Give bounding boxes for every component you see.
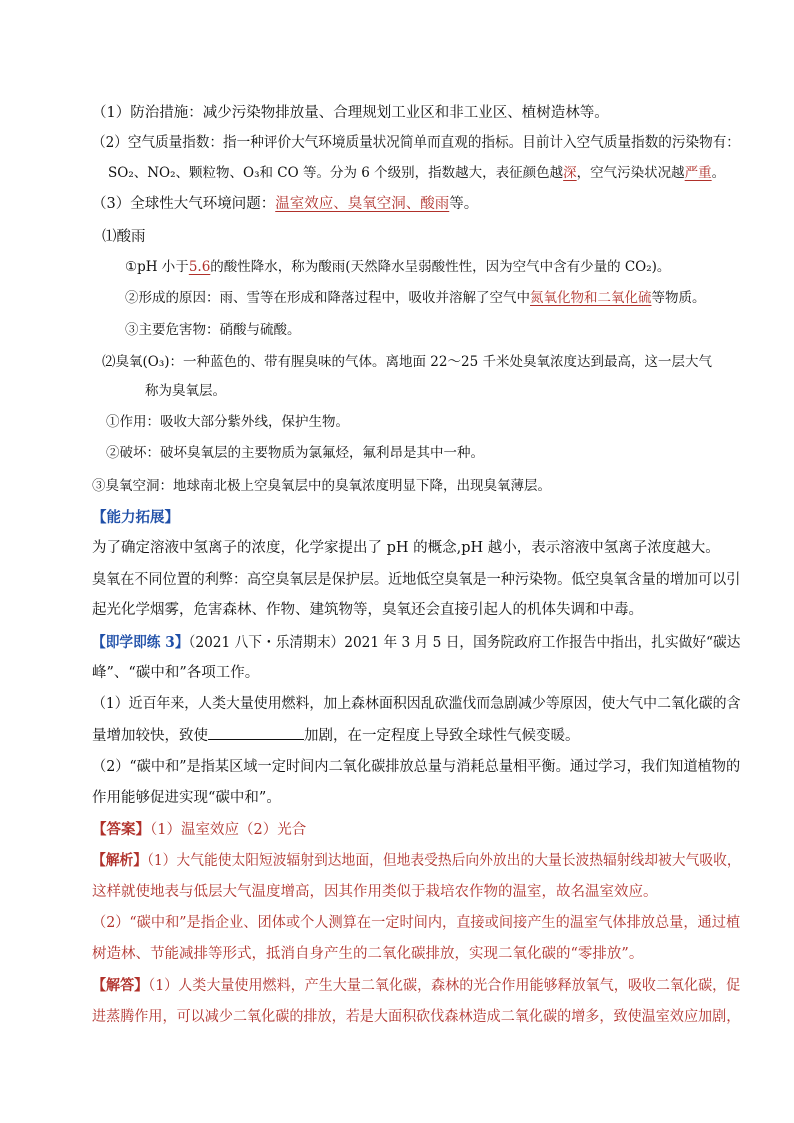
solution-line-2: 进蒸腾作用，可以减少二氧化碳的排放，若是大面积砍伐森林造成二氧化碳的增多，致使温室效应加剧， (92, 1009, 741, 1025)
global-issues-paragraph: （3）全球性大气环境问题：温室效应、臭氧空洞、酸雨等。 (92, 196, 479, 212)
answer-deep: 深 (563, 165, 577, 181)
exercise-header-line-2: 峰”、“碳中和”各项工作。 (92, 665, 260, 681)
exercise-header: 【即学即练 3】（2021 八下・乐清期末）2021 年 3 月 5 日，国务院政府工作报告中指出，扎实做好“碳达 (92, 634, 741, 651)
analysis-tag: 【解析】 (92, 852, 148, 869)
question-2-line-1: （2）“碳中和”是指某区域一定时间内二氧化碳排放总量与消耗总量相平衡。通过学习，我们知道植物的 (92, 759, 741, 775)
extension-line-3: 起光化学烟雾，危害森林、作物、建筑物等，臭氧还会直接引起人的机体失调和中毒。 (92, 602, 643, 618)
answer-severe: 严重 (684, 165, 712, 181)
answer-blank[interactable] (208, 725, 304, 740)
answer-line (92, 820, 306, 840)
analysis-line-2: 这样就使地表与低层大气温度增高，因其作用类似于栽培农作物的温室，故名温室效应。 (92, 884, 658, 900)
solution-line-1: 【解答】（1）人类大量使用燃料，产生大量二氧化碳，森林的光合作用能够释放氧气，吸收二氧化碳，促 (92, 977, 741, 994)
aqi-paragraph-line1: （2）空气质量指数：指一种评价大气环境质量状况简单而直观的指标。目前计入空气质量指数的污染物有： (92, 135, 740, 151)
answer-global-issues: 温室效应、臭氧空洞、酸雨 (275, 196, 450, 212)
exercise-tag: 【即学即练 3】 (92, 634, 189, 651)
measures-paragraph: （1）防治措施：减少污染物排放量、合理规划工业区和非工业区、植树造林等。 (92, 105, 609, 121)
answer-ph-value: 5.6 (188, 259, 211, 275)
answer-pollutants: 氮氧化物和二氧化硫 (530, 290, 652, 306)
acid-rain-item-2: ②形成的原因：雨、雪等在形成和降落过程中，吸收并溶解了空气中氮氧化物和二氧化硫等物质。 (125, 290, 706, 306)
acid-rain-item-1: ①pH 小于5.6的酸性降水，称为酸雨(天然降水呈弱酸性性，因为空气中含有少量的 CO₂)。 (125, 259, 671, 275)
aqi-paragraph-line2: SO₂、NO₂、颗粒物、O₃和 CO 等。分为 6 个级别，指数越大，表征颜色越深，空气污染状况越严重。 (108, 165, 726, 181)
extension-line-1: 为了确定溶液中氢离子的浓度，化学家提出了 pH 的概念,pH 越小，表示溶液中氢离子浓度越大。 (92, 540, 720, 556)
ozone-damage: ②破坏：破坏臭氧层的主要物质为氯氟烃，氟利昂是其中一种。 (106, 445, 484, 461)
analysis-line-3: （2）“碳中和”是指企业、团体或个人测算在一定时间内，直接或间接产生的温室气体排放总量，通过植 (92, 915, 741, 931)
answer-text: （1）温室效应（2）光合 (150, 822, 307, 838)
extension-line-2: 臭氧在不同位置的利弊：高空臭氧层是保护层。近地低空臭氧是一种污染物。低空臭氧含量的增加可以引 (92, 572, 741, 588)
question-2-line-2: 作用能够促进实现“碳中和”。 (92, 790, 281, 806)
extension-title: 【能力拓展】 (92, 509, 179, 526)
ozone-hole: ③臭氧空洞：地球南北极上空臭氧层中的臭氧浓度明显下降，出现臭氧薄层。 (92, 478, 551, 494)
acid-rain-item-3: ③主要危害物：硝酸与硫酸。 (125, 322, 301, 338)
question-1-line-2: 量增加较快，致使 加剧，在一定程度上导致全球性气候变暖。 (92, 725, 580, 746)
analysis-line-1: 【解析】（1）大气能使太阳短波辐射到达地面，但地表受热后向外放出的大量长波热辐射线却被大气吸收， (92, 852, 741, 869)
solution-tag: 【解答】 (92, 977, 149, 994)
ozone-line-1: ⑵臭氧(O₃)：一种蓝色的、带有腥臭味的气体。离地面 22～25 千米处臭氧浓度达到最高，这一层大气 (102, 354, 712, 370)
acid-rain-heading: ⑴酸雨 (102, 229, 146, 245)
answer-tag: 【答案】 (92, 821, 150, 838)
ozone-effect: ①作用：吸收大部分紫外线，保护生物。 (106, 414, 349, 430)
ozone-line-2: 称为臭氧层。 (145, 383, 226, 399)
question-1-line-1: （1）近百年来，人类大量使用燃料，加上森林面积因乱砍滥伐而急剧减少等原因，使大气中二氧化碳的含 (92, 696, 741, 712)
analysis-line-4: 树造林、节能减排等形式，抵消自身产生的二氧化碳排放，实现二氧化碳的“零排放”。 (92, 946, 644, 962)
